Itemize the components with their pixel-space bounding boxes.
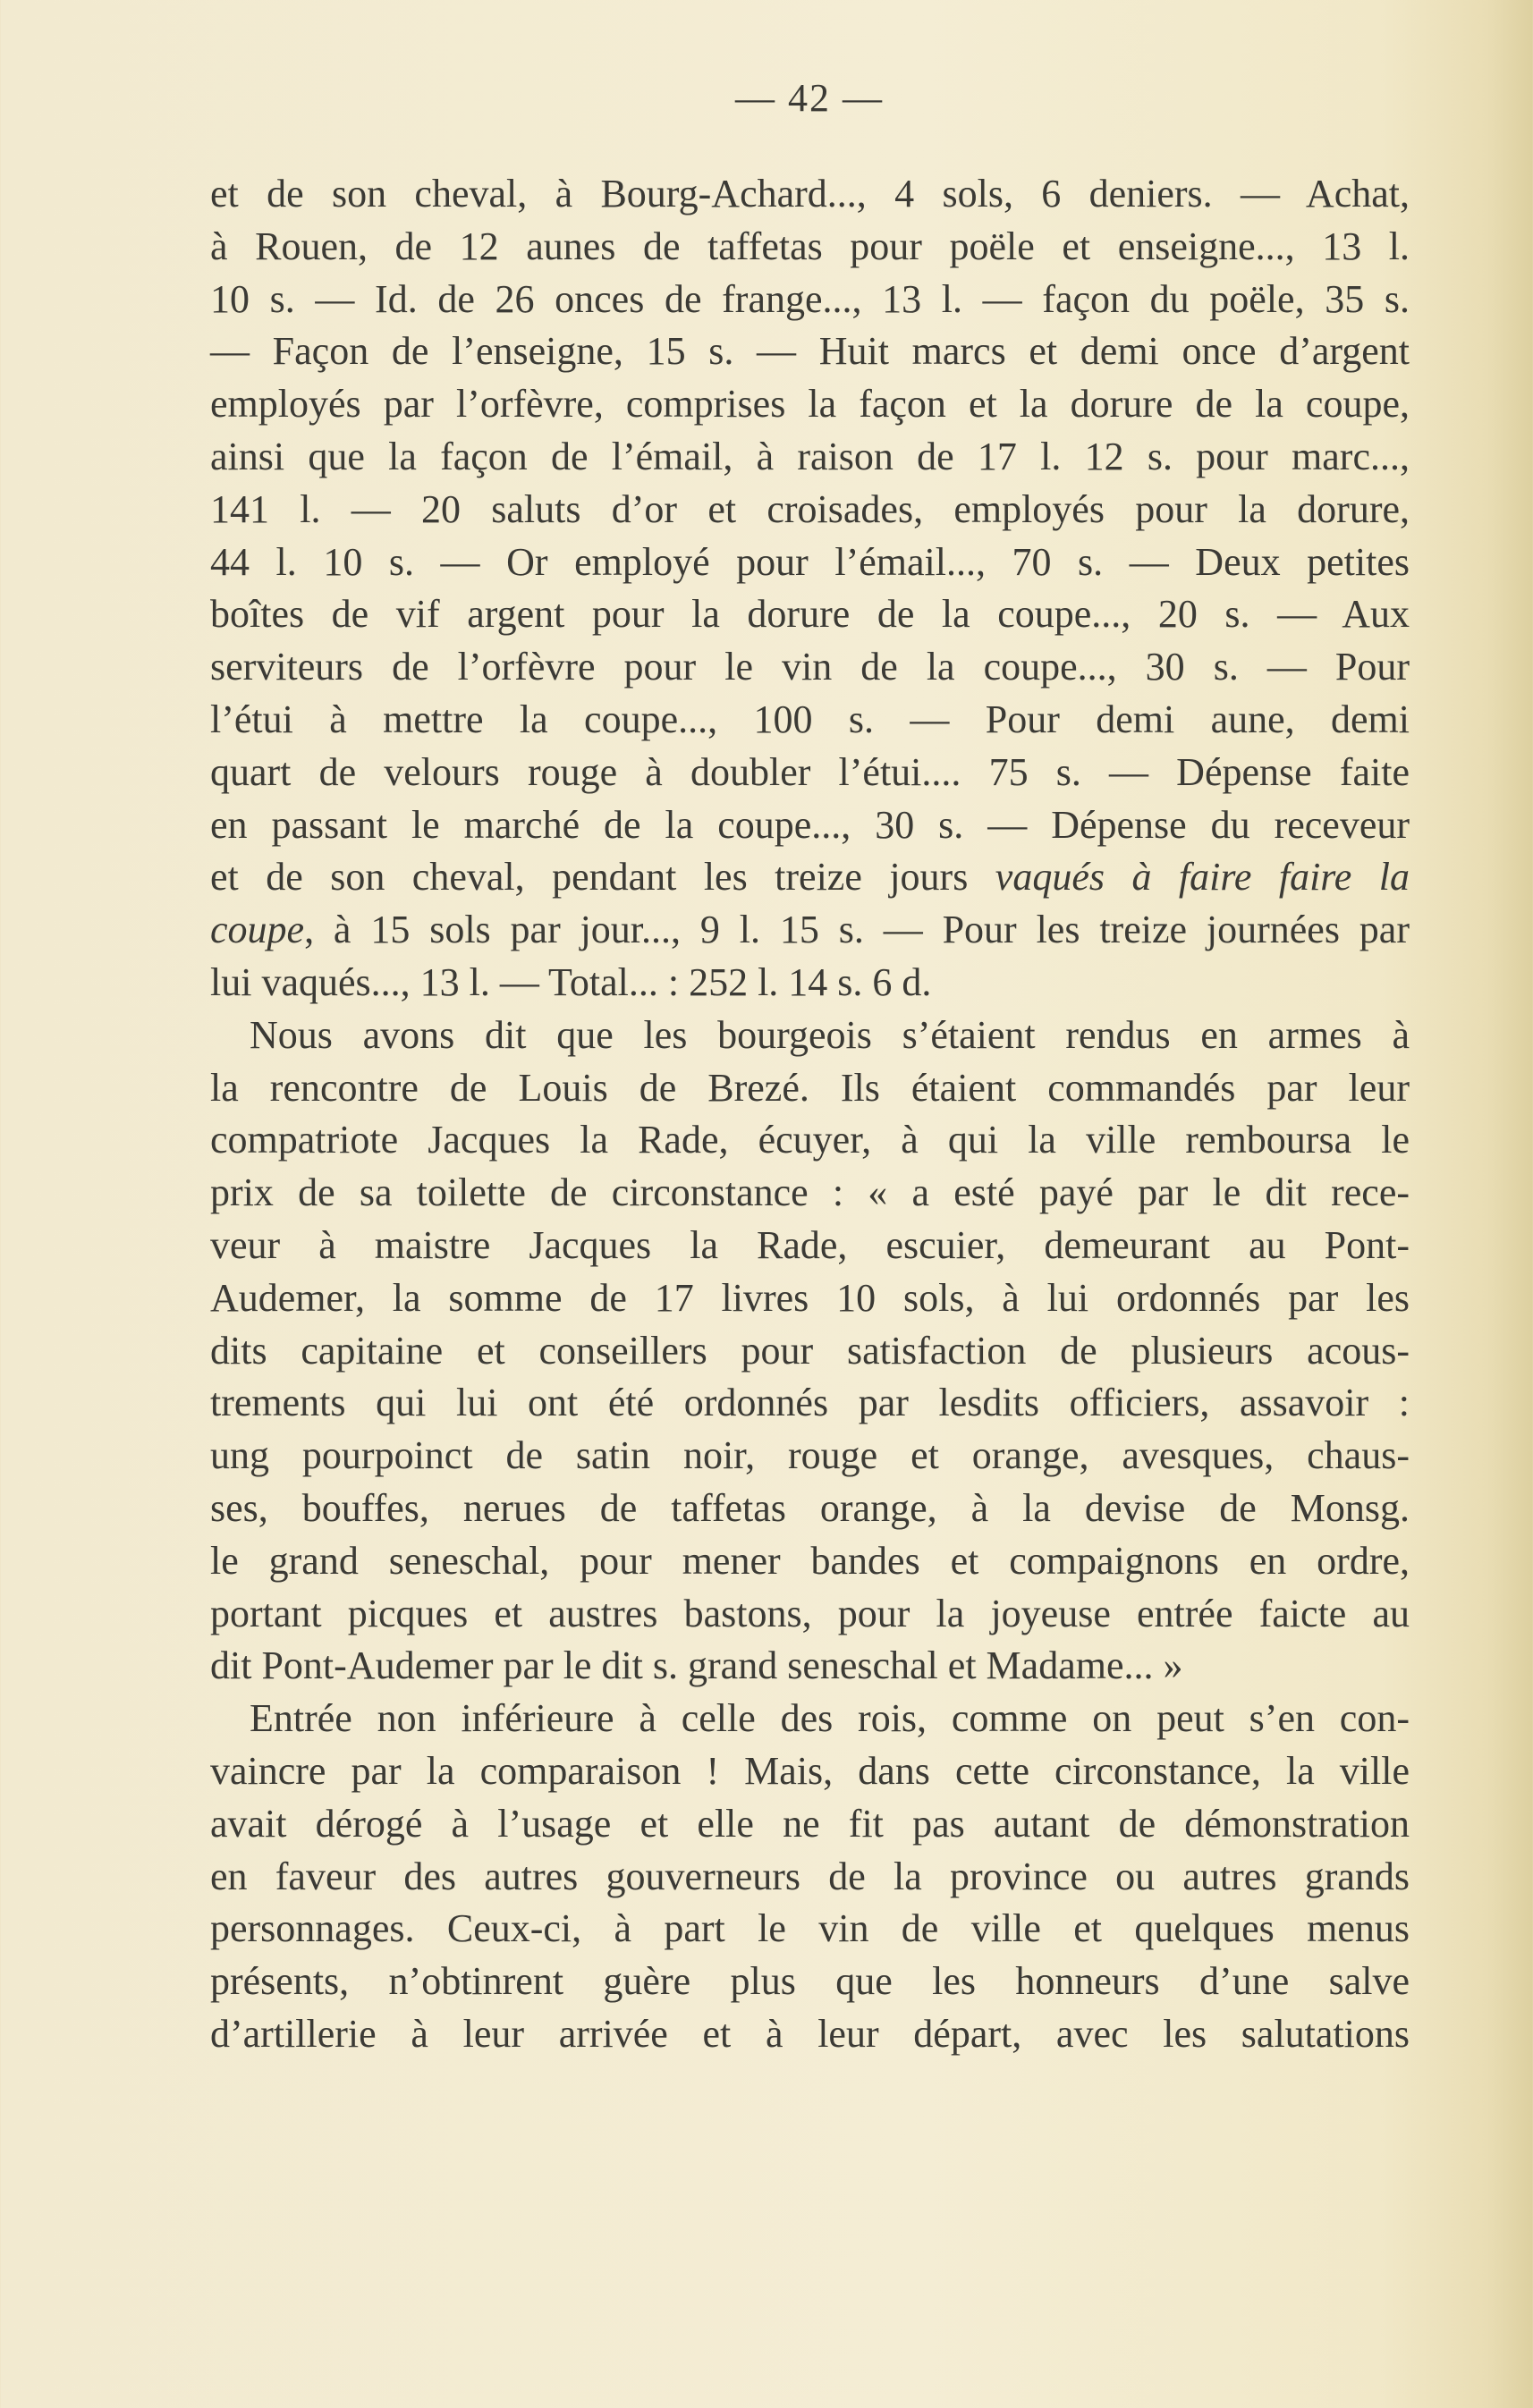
text-segment: présents, n’obtinrent guère plus que les honneurs d’une salve bbox=[210, 1959, 1410, 2004]
text-segment: à Rouen, de 12 aunes de taffetas pour poële et enseigne..., 13 l. bbox=[210, 224, 1410, 268]
text-segment: d’artillerie à leur arrivée et à leur départ, avec les salutations bbox=[210, 2011, 1410, 2056]
text-line bbox=[210, 799, 1410, 852]
text-line bbox=[210, 588, 1410, 641]
italic-text: coupe bbox=[210, 908, 305, 952]
text-segment: prix de sa toilette de circonstance : « a esté payé par le dit rece- bbox=[210, 1170, 1410, 1215]
italic-text: vaqués à faire faire la bbox=[995, 855, 1410, 900]
text-line bbox=[210, 747, 1410, 799]
text-segment: Entrée non inférieure à celle des rois, comme on peut s’en con- bbox=[250, 1696, 1410, 1741]
text-segment: ung pourpoinct de satin noir, rouge et orange, avesques, chaus- bbox=[210, 1433, 1410, 1478]
text-segment: lui vaqués..., 13 l. — Total... : 252 l. 14 s. 6 d. bbox=[210, 959, 932, 1004]
text-line bbox=[210, 168, 1410, 221]
text-segment: ses, bouffes, nerues de taffetas orange, à la devise de Monsg. bbox=[210, 1485, 1410, 1530]
text-segment: — Façon de l’enseigne, 15 s. — Huit marcs et demi once d’argent bbox=[210, 329, 1410, 374]
text-line bbox=[210, 484, 1410, 537]
text-line bbox=[210, 325, 1410, 378]
text-line bbox=[210, 1693, 1410, 1745]
text-segment: , à 15 sols par jour..., 9 l. 15 s. — Pour les treize journées par bbox=[304, 908, 1410, 952]
text-line bbox=[210, 694, 1410, 747]
text-segment: employés par l’orfèvre, comprises la façon et la dorure de la coupe, bbox=[210, 382, 1410, 427]
text-line bbox=[210, 1745, 1410, 1798]
text-line bbox=[210, 1588, 1410, 1641]
text-line bbox=[210, 1377, 1410, 1430]
text-segment: 141 l. — 20 saluts d’or et croisades, employés pour la dorure, bbox=[210, 486, 1410, 531]
text-line bbox=[210, 1956, 1410, 2008]
text-segment: 44 l. 10 s. — Or employé pour l’émail..., 70 s. — Deux petites bbox=[210, 539, 1410, 584]
text-segment: l’étui à mettre la coupe..., 100 s. — Pour demi aune, demi bbox=[210, 697, 1410, 741]
text-line bbox=[210, 851, 1410, 904]
text-segment: trements qui lui ont été ordonnés par lesdits officiers, assavoir : bbox=[210, 1381, 1410, 1425]
text-segment: en faveur des autres gouverneurs de la province ou autres grands bbox=[210, 1854, 1410, 1898]
text-segment: la rencontre de Louis de Brezé. Ils étaient commandés par leur bbox=[210, 1065, 1410, 1110]
text-line bbox=[210, 2008, 1410, 2061]
text-line bbox=[210, 904, 1410, 957]
text-line bbox=[210, 1483, 1410, 1535]
text-segment: serviteurs de l’orfèvre pour le vin de la coupe..., 30 s. — Pour bbox=[210, 645, 1410, 689]
text-line bbox=[210, 1430, 1410, 1483]
text-segment: personnages. Ceux-ci, à part le vin de ville et quelques menus bbox=[210, 1906, 1410, 1951]
text-line bbox=[210, 221, 1410, 274]
text-segment: dit Pont-Audemer par le dit s. grand seneschal et Madame... » bbox=[210, 1643, 1183, 1688]
text-line bbox=[210, 1062, 1410, 1115]
text-segment: Audemer, la somme de 17 livres 10 sols, à lui ordonnés par les bbox=[210, 1275, 1410, 1320]
text-line bbox=[210, 537, 1410, 589]
body-text bbox=[210, 168, 1410, 2061]
text-segment: et de son cheval, à Bourg-Achard..., 4 sols, 6 deniers. — Achat, bbox=[210, 172, 1410, 215]
text-line bbox=[210, 1851, 1410, 1904]
text-line bbox=[210, 274, 1410, 326]
text-line bbox=[210, 1535, 1410, 1588]
text-line bbox=[210, 1798, 1410, 1851]
text-line bbox=[210, 1903, 1410, 1956]
text-segment: le grand seneschal, pour mener bandes et compaignons en ordre, bbox=[210, 1538, 1410, 1583]
text-segment: ainsi que la façon de l’émail, à raison de 17 l. 12 s. pour marc..., bbox=[210, 434, 1410, 478]
text-line bbox=[210, 1010, 1410, 1062]
text-line bbox=[210, 1640, 1410, 1693]
text-line bbox=[210, 378, 1410, 431]
text-line bbox=[210, 1272, 1410, 1325]
text-segment: et de son cheval, pendant les treize jours bbox=[210, 855, 995, 900]
text-segment: dits capitaine et conseillers pour satisfaction de plusieurs acous- bbox=[210, 1328, 1410, 1373]
text-line bbox=[210, 1167, 1410, 1220]
text-segment: en passant le marché de la coupe..., 30 s. — Dépense du receveur bbox=[210, 802, 1410, 847]
text-segment: avait dérogé à l’usage et elle ne fit pas autant de démonstration bbox=[210, 1801, 1410, 1846]
page-number: — 42 — bbox=[735, 76, 884, 120]
text-segment: quart de velours rouge à doubler l’étui.... 75 s. — Dépense faite bbox=[210, 749, 1410, 794]
text-line bbox=[210, 1220, 1410, 1272]
text-segment: 10 s. — Id. de 26 onces de frange..., 13 l. — façon du poële, 35 s. bbox=[210, 276, 1410, 321]
text-segment: compatriote Jacques la Rade, écuyer, à qui la ville remboursa le bbox=[210, 1118, 1410, 1162]
text-segment: Nous avons dit que les bourgeois s’étaient rendus en armes à bbox=[250, 1012, 1410, 1057]
text-line bbox=[210, 641, 1410, 694]
text-segment: boîtes de vif argent pour la dorure de la coupe..., 20 s. — Aux bbox=[210, 592, 1410, 637]
text-segment: portant picques et austres bastons, pour la joyeuse entrée faicte au bbox=[210, 1591, 1410, 1635]
text-segment: veur à maistre Jacques la Rade, escuier, demeurant au Pont- bbox=[210, 1222, 1410, 1267]
text-line bbox=[210, 1325, 1410, 1378]
text-line bbox=[210, 431, 1410, 484]
text-line bbox=[210, 1114, 1410, 1167]
text-line bbox=[210, 957, 1410, 1010]
text-segment: vaincre par la comparaison ! Mais, dans cette circonstance, la ville bbox=[210, 1748, 1410, 1793]
